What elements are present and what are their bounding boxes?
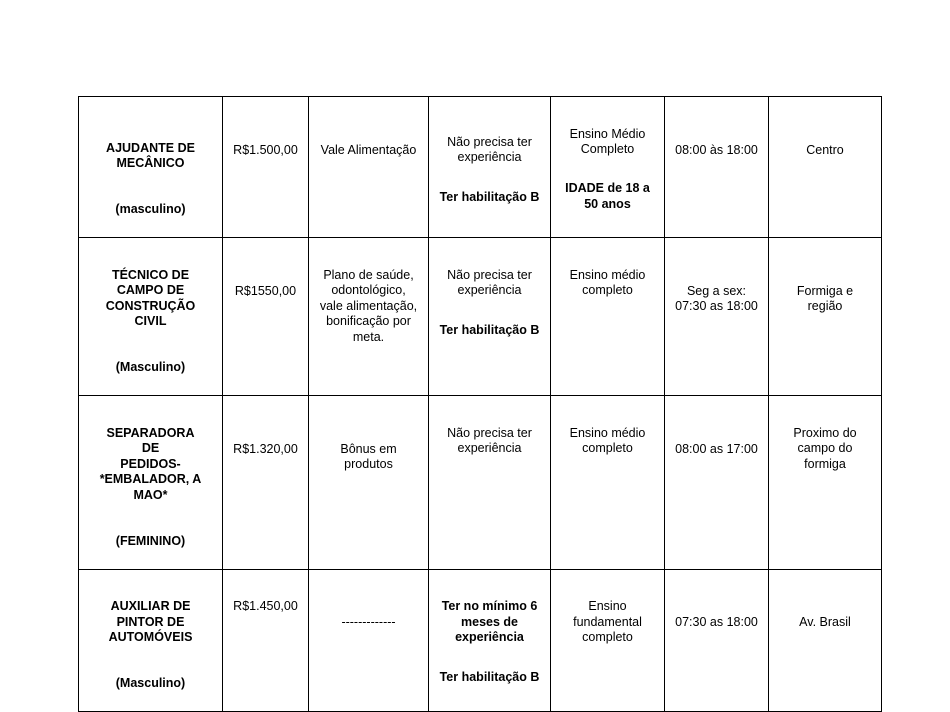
benefits: Vale Alimentação	[320, 142, 417, 157]
experience: Não precisa ter experiência	[447, 267, 532, 297]
education: Ensino Médio Completo	[569, 126, 646, 156]
license: Ter habilitação B	[439, 323, 540, 337]
education: Ensino médio completo	[569, 267, 646, 297]
job-gender: (Masculino)	[115, 676, 186, 690]
job-title-cell	[79, 396, 223, 570]
experience-cell	[429, 97, 551, 238]
schedule: 08:00 as 17:00	[675, 441, 758, 456]
location: Centro	[806, 142, 844, 157]
education: Ensino fundamental completo	[573, 599, 642, 644]
job-title-cell	[79, 569, 223, 712]
location-cell	[769, 396, 882, 570]
location-cell	[769, 569, 882, 712]
education-cell	[551, 569, 665, 712]
schedule: 08:00 às 18:00	[675, 142, 758, 157]
education: Ensino médio completo	[569, 425, 646, 455]
benefits-cell	[309, 238, 429, 396]
benefits-cell	[309, 97, 429, 238]
experience-cell	[429, 396, 551, 570]
job-title-cell	[79, 238, 223, 396]
schedule: 07:30 as 18:00	[675, 615, 758, 629]
job-listings-table	[78, 96, 882, 712]
age-requirement: IDADE de 18 a 50 anos	[565, 181, 650, 211]
salary-cell	[223, 396, 309, 570]
job-title: AJUDANTE DE MECÂNICO	[106, 140, 195, 170]
location-cell	[769, 238, 882, 396]
education-cell	[551, 396, 665, 570]
table-row	[79, 396, 882, 570]
job-gender: (FEMININO)	[115, 533, 186, 548]
location: Formiga e região	[796, 283, 854, 313]
benefits-cell	[309, 396, 429, 570]
salary: R$1.450,00	[233, 599, 298, 613]
experience: Não precisa ter experiência	[447, 134, 532, 164]
location-cell	[769, 97, 882, 238]
experience-cell	[429, 569, 551, 712]
job-title: SEPARADORA DE PEDIDOS- *EMBALADOR, A MAO*	[99, 425, 202, 502]
location: Proximo do campo do formiga	[793, 425, 857, 471]
job-title: AUXILIAR DE PINTOR DE AUTOMÓVEIS	[108, 599, 193, 644]
table-row	[79, 569, 882, 712]
salary: R$1.500,00	[233, 142, 298, 157]
salary: R$1550,00	[234, 283, 297, 298]
schedule: Seg a sex: 07:30 as 18:00	[675, 283, 758, 313]
table-row	[79, 97, 882, 238]
salary-cell	[223, 569, 309, 712]
benefits: Bônus em produtos	[340, 441, 397, 471]
schedule-cell	[665, 238, 769, 396]
job-title: TÉCNICO DE CAMPO DE CONSTRUÇÃO CIVIL	[105, 267, 196, 328]
education-cell	[551, 97, 665, 238]
salary: R$1.320,00	[233, 441, 298, 456]
schedule-cell	[665, 396, 769, 570]
table-row	[79, 238, 882, 396]
job-title-cell	[79, 97, 223, 238]
benefits: Plano de saúde, odontológico, vale alimentação, bonificação por meta.	[319, 267, 418, 344]
job-gender: (Masculino)	[115, 360, 186, 374]
location: Av. Brasil	[799, 615, 851, 629]
benefits: -------------	[341, 615, 396, 629]
license: Ter habilitação B	[439, 670, 540, 684]
benefits-cell	[309, 569, 429, 712]
schedule-cell	[665, 97, 769, 238]
schedule-cell	[665, 569, 769, 712]
job-gender: (masculino)	[115, 202, 186, 216]
experience: Ter no mínimo 6 meses de experiência	[441, 599, 538, 644]
salary-cell	[223, 238, 309, 396]
salary-cell	[223, 97, 309, 238]
license: Ter habilitação B	[439, 190, 540, 204]
education-cell	[551, 238, 665, 396]
experience: Não precisa ter experiência	[447, 425, 532, 455]
experience-cell	[429, 238, 551, 396]
